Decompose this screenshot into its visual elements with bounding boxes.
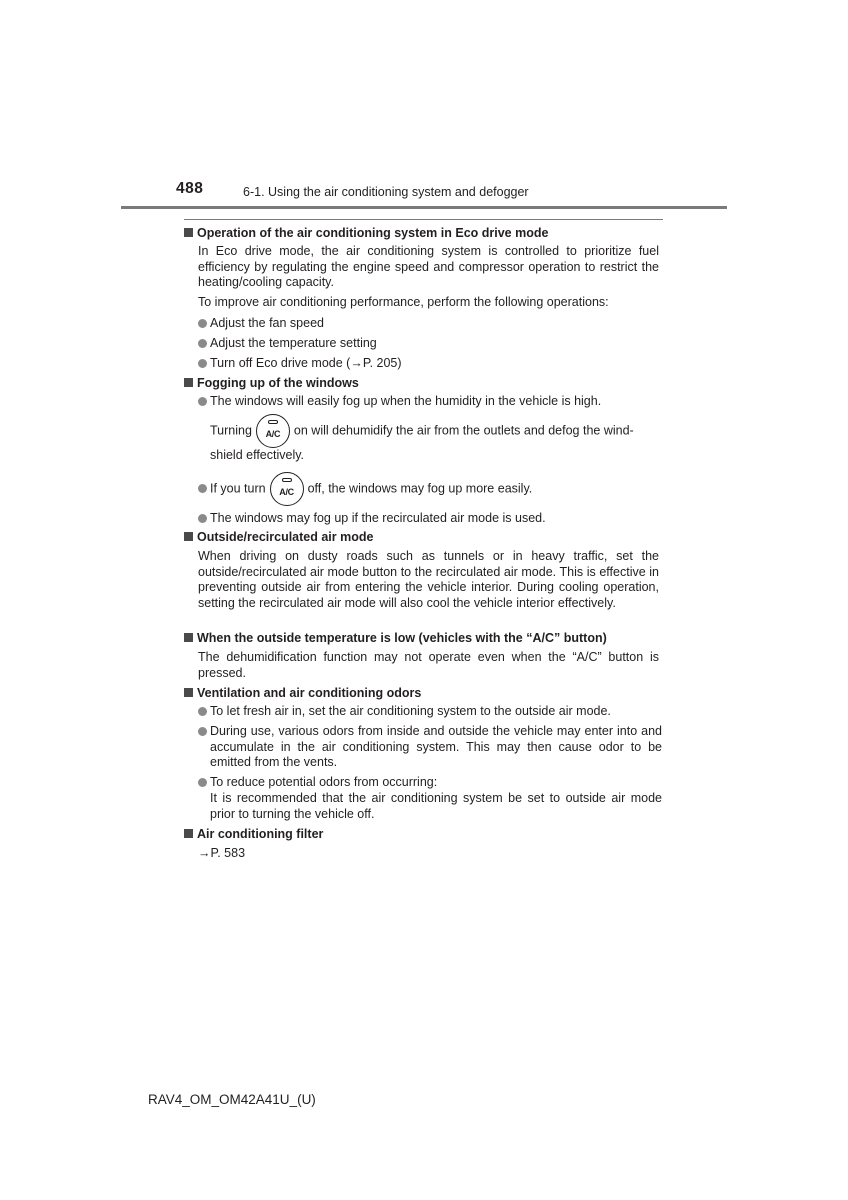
page-number: 488 — [176, 180, 204, 197]
odor-bullet-2: During use, various odors from inside and outside the vehicle may enter into and accumulate in the air conditioning system. This may then cause odor to be emitted from the vents. — [198, 724, 662, 771]
bullet-dot-icon — [198, 484, 207, 493]
odor-bullet-1: To let fresh air in, set the air conditioning system to the outside air mode. — [198, 704, 662, 720]
ac-button-icon: A/C — [256, 414, 290, 448]
bullet-dot-icon — [198, 707, 207, 716]
odor-bullet-3-text: It is recommended that the air conditioning system be set to outside air mode prior to turning the vehicle off. — [210, 791, 662, 821]
heading-recirculated: Outside/recirculated air mode — [184, 530, 373, 544]
fog-bullet-1-end: shield effectively. — [210, 448, 305, 462]
filter-page-reference[interactable]: →P. 583 — [198, 846, 246, 860]
ac-button-icon: A/C — [270, 472, 304, 506]
fog-bullet-2: If you turn A/C off, the windows may fog up more easily. — [198, 472, 532, 506]
eco-paragraph-1: In Eco drive mode, the air conditioning system is controlled to prioritize fuel efficiency by regulating the engine speed and compressor operation to restrict the heating/cooling capacity. — [198, 244, 659, 289]
header-rule — [121, 206, 727, 209]
bullet-dot-icon — [198, 514, 207, 523]
heading-filter: Air conditioning filter — [184, 827, 323, 841]
eco-paragraph-2: To improve air conditioning performance, perform the following operations: — [198, 295, 609, 309]
heading-odors: Ventilation and air conditioning odors — [184, 686, 421, 700]
bullet-dot-icon — [198, 397, 207, 406]
square-bullet-icon — [184, 829, 193, 838]
square-bullet-icon — [184, 378, 193, 387]
fog-bullet-1-ac-line: Turning A/C on will dehumidify the air from the outlets and defog the wind- — [210, 414, 634, 448]
bullet-dot-icon — [198, 778, 207, 787]
fog-bullet-3: The windows may fog up if the recirculated air mode is used. — [198, 511, 662, 527]
heading-low-temperature: When the outside temperature is low (vehicles with the “A/C” button) — [184, 631, 607, 645]
bullet-dot-icon — [198, 359, 207, 368]
recirc-paragraph: When driving on dusty roads such as tunnels or in heavy traffic, set the outside/recirculated air mode button to the recirculated air mode. This is effective in preventing outside air from entering the vehicle interior. During cooling operation, setting the recirculated air mode will also cool the vehicle interior effectively. — [198, 549, 659, 610]
bullet-dot-icon — [198, 319, 207, 328]
heading-eco: Operation of the air conditioning system in Eco drive mode — [184, 226, 548, 240]
chapter-title: 6-1. Using the air conditioning system and defogger — [243, 185, 529, 199]
odor-bullet-3: To reduce potential odors from occurring: — [198, 775, 662, 791]
square-bullet-icon — [184, 228, 193, 237]
eco-bullet-2: Adjust the temperature setting — [198, 336, 662, 352]
fog-bullet-1: The windows will easily fog up when the humidity in the vehicle is high. — [198, 394, 662, 410]
bullet-dot-icon — [198, 727, 207, 736]
square-bullet-icon — [184, 532, 193, 541]
heading-fogging: Fogging up of the windows — [184, 376, 359, 390]
square-bullet-icon — [184, 688, 193, 697]
bullet-dot-icon — [198, 339, 207, 348]
square-bullet-icon — [184, 633, 193, 642]
eco-bullet-1: Adjust the fan speed — [198, 316, 662, 332]
section-rule — [184, 219, 663, 220]
lowtemp-paragraph: The dehumidification function may not operate even when the “A/C” button is pressed. — [198, 650, 659, 680]
footer-code: RAV4_OM_OM42A41U_(U) — [148, 1092, 316, 1107]
eco-bullet-3: Turn off Eco drive mode (→P. 205) — [198, 356, 662, 372]
